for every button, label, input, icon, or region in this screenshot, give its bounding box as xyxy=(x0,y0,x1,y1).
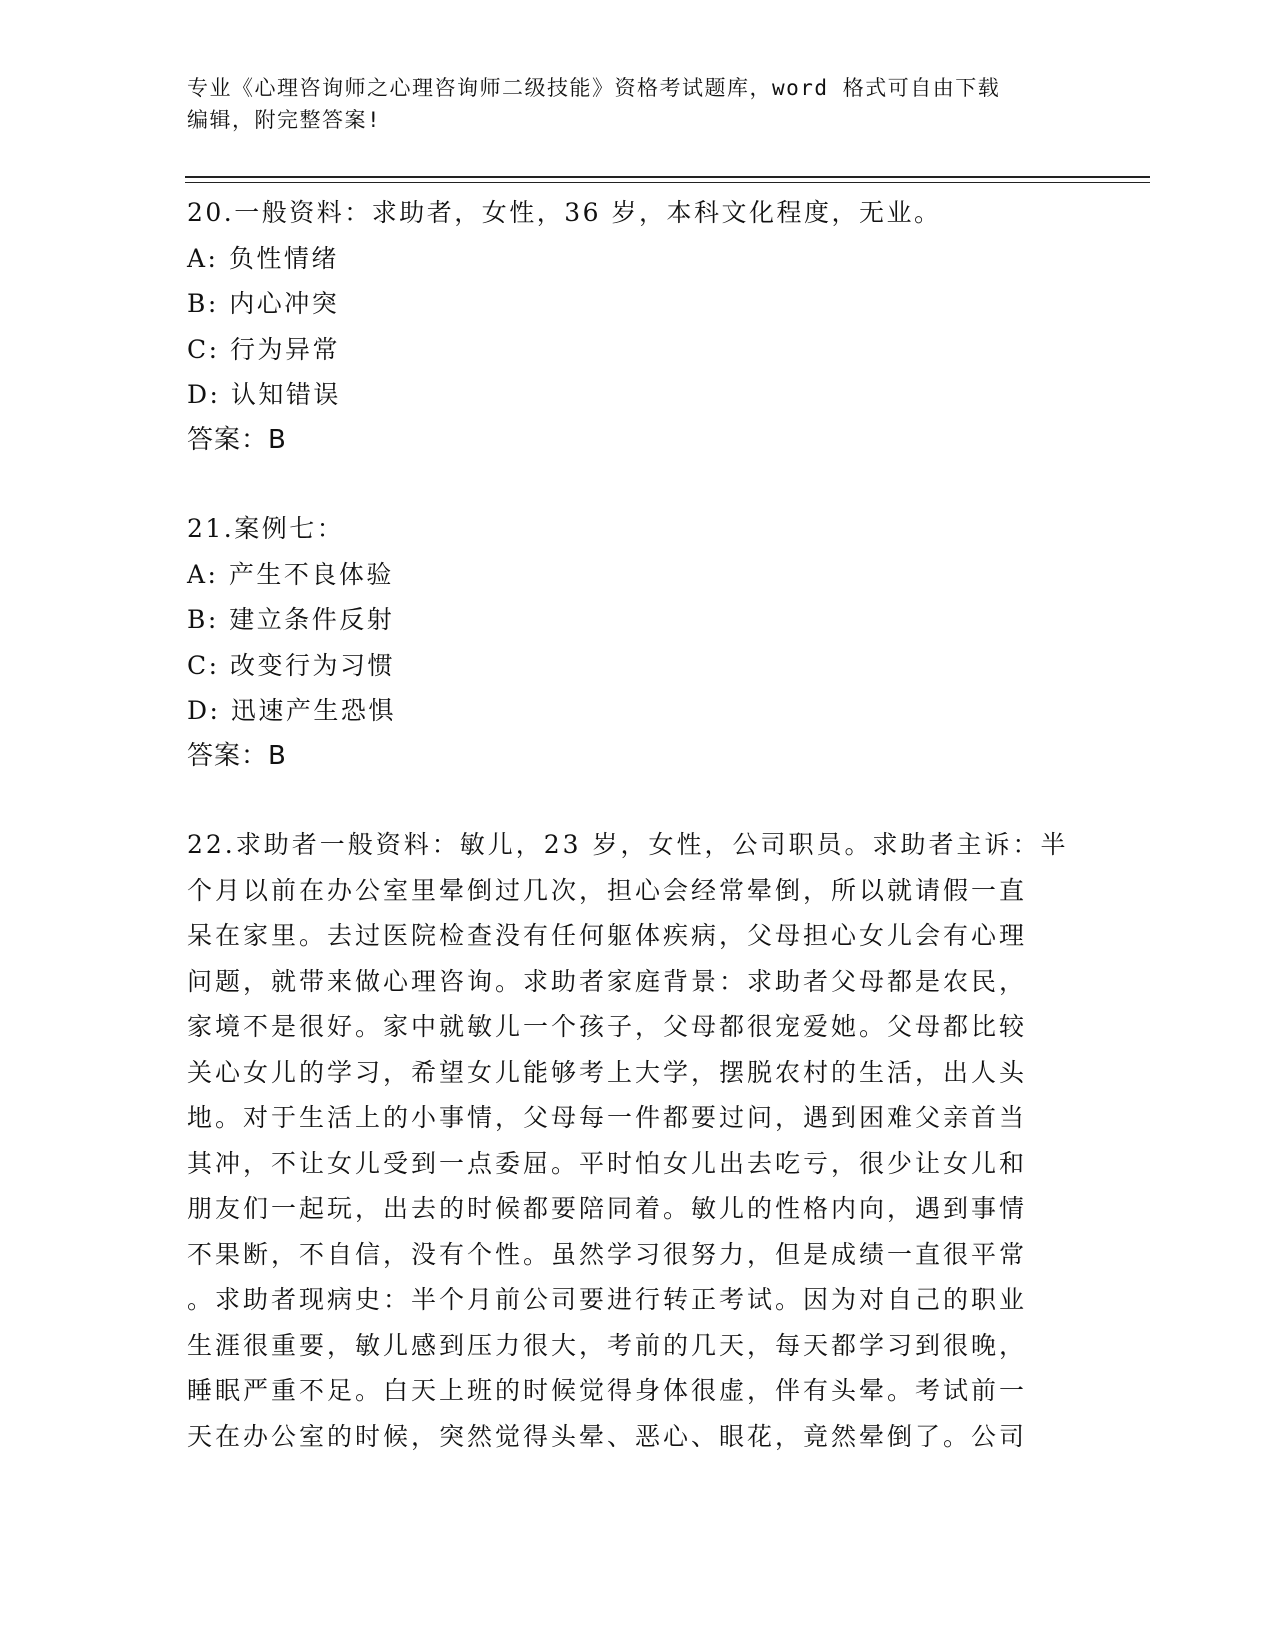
case-text-line: 生涯很重要，敏儿感到压力很大，考前的几天，每天都学习到很晚， xyxy=(187,1330,1028,1360)
document-header xyxy=(187,72,1067,136)
case-text-line: 问题，就带来做心理咨询。求助者家庭背景：求助者父母都是农民， xyxy=(187,966,1028,996)
case-text-line: 天在办公室的时候，突然觉得头晕、恶心、眼花，竟然晕倒了。公司 xyxy=(187,1421,1028,1451)
case-text-line: 。求助者现病史：半个月前公司要进行转正考试。因为对自己的职业 xyxy=(187,1285,1028,1314)
spacer xyxy=(187,463,1087,506)
question-stem: 21.案例七： xyxy=(187,514,345,543)
header-line-2: 编辑，附完整答案! xyxy=(187,108,382,132)
option-a: A: 负性情绪 xyxy=(187,243,339,273)
header-divider-thick xyxy=(185,176,1150,178)
header-line-1: 专业《心理咨询师之心理咨询师二级技能》资格考试题库，word 格式可自由下载 xyxy=(187,76,1001,100)
case-text-line: 其冲，不让女儿受到一点委屈。平时怕女儿出去吃亏，很少让女儿和 xyxy=(187,1148,1028,1178)
option-b: B: 建立条件反射 xyxy=(187,605,395,634)
option-d: D: 认知错误 xyxy=(187,380,341,409)
question-22 xyxy=(187,822,1087,1459)
case-text-line: 家境不是很好。家中就敏儿一个孩子，父母都很宠爱她。父母都比较 xyxy=(187,1012,1028,1041)
answer-line: 答案：B xyxy=(187,424,287,455)
question-stem: 20.一般资料：求助者，女性，36 岁，本科文化程度，无业。 xyxy=(187,198,942,227)
question-21 xyxy=(187,506,1087,779)
option-a: A: 产生不良体验 xyxy=(187,559,394,589)
option-d: D: 迅速产生恐惧 xyxy=(187,696,396,725)
question-list xyxy=(187,190,1087,1459)
case-text-line: 关心女儿的学习，希望女儿能够考上大学，摆脱农村的生活，出人头 xyxy=(187,1057,1028,1087)
case-text-line: 22.求助者一般资料：敏儿，23 岁，女性，公司职员。求助者主诉：半 xyxy=(187,830,1069,859)
option-c: C: 行为异常 xyxy=(187,334,340,364)
case-text-line: 呆在家里。去过医院检查没有任何躯体疾病，父母担心女儿会有心理 xyxy=(187,921,1028,950)
case-text-line: 个月以前在办公室里晕倒过几次，担心会经常晕倒，所以就请假一直 xyxy=(187,875,1028,905)
case-text-line: 地。对于生活上的小事情，父母每一件都要过问，遇到困难父亲首当 xyxy=(187,1103,1028,1132)
answer-line: 答案：B xyxy=(187,740,287,771)
header-divider-thin xyxy=(185,182,1150,183)
question-20 xyxy=(187,190,1087,463)
option-b: B: 内心冲突 xyxy=(187,289,340,318)
case-text-line: 睡眠严重不足。白天上班的时候觉得身体很虚，伴有头晕。考试前一 xyxy=(187,1376,1028,1405)
case-text-line: 不果断，不自信，没有个性。虽然学习很努力，但是成绩一直很平常 xyxy=(187,1239,1028,1269)
spacer xyxy=(187,779,1087,822)
option-c: C: 改变行为习惯 xyxy=(187,650,395,680)
case-text-line: 朋友们一起玩，出去的时候都要陪同着。敏儿的性格内向，遇到事情 xyxy=(187,1194,1028,1223)
